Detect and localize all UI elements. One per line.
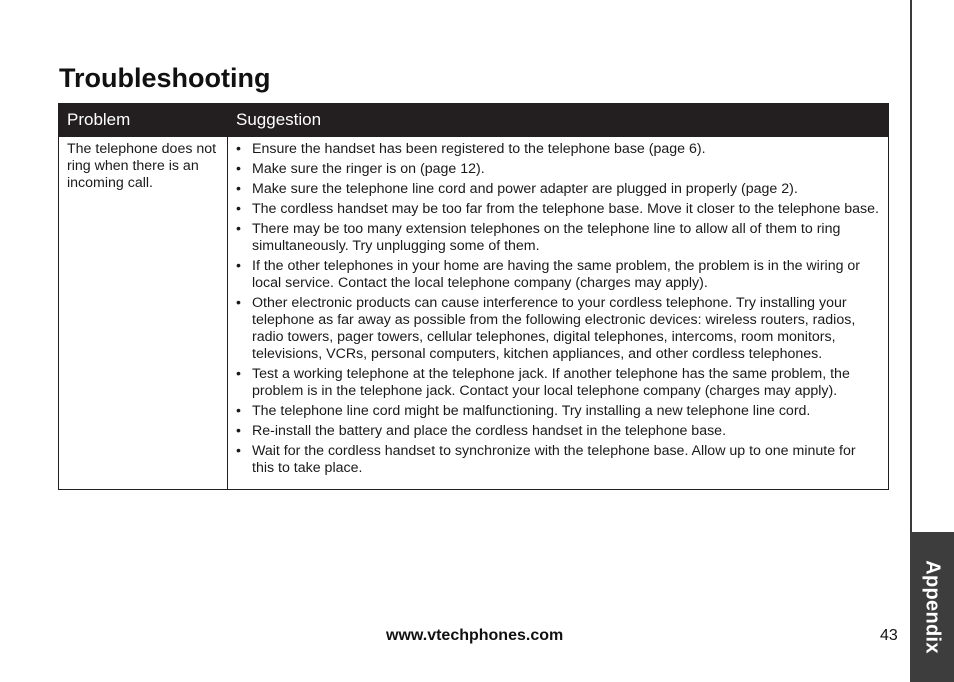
column-header-problem: Problem xyxy=(59,104,228,137)
suggestion-item: • Other electronic products can cause interference to your cordless telephone. Try installing your telephone as far away as possible from the following electronic devices: wireless routers, radios, radio towers, pager towers, cellular telephones, digital telephones, intercoms, room monitors, televisions, VCRs, personal computers, kitchen appliances, and other cordless telephones. xyxy=(236,295,881,363)
suggestion-item: • The cordless handset may be too far from the telephone base. Move it closer to the telephone base. xyxy=(236,201,881,218)
page-title: Troubleshooting xyxy=(59,63,271,93)
suggestion-item: • Make sure the ringer is on (page 12). xyxy=(236,161,881,178)
problem-cell: The telephone does not ring when there is an incoming call. xyxy=(59,137,228,490)
suggestion-item: • If the other telephones in your home are having the same problem, the problem is in the wiring or local service. Contact the local telephone company (charges may apply). xyxy=(236,258,881,292)
troubleshooting-table xyxy=(58,103,889,490)
footer-url: www.vtechphones.com xyxy=(386,627,564,644)
suggestion-item: • Wait for the cordless handset to synchronize with the telephone base. Allow up to one minute for this to take place. xyxy=(236,443,881,477)
table-row xyxy=(59,137,889,490)
section-tab xyxy=(910,532,954,682)
side-divider xyxy=(910,0,912,532)
section-tab-label: Appendix xyxy=(921,560,944,654)
suggestion-item: • Re-install the battery and place the cordless handset in the telephone base. xyxy=(236,423,881,440)
page-number: 43 xyxy=(880,627,898,644)
suggestion-item: • Ensure the handset has been registered to the telephone base (page 6). xyxy=(236,141,881,158)
suggestion-item: • Make sure the telephone line cord and power adapter are plugged in properly (page 2). xyxy=(236,181,881,198)
column-header-suggestion: Suggestion xyxy=(228,104,889,137)
suggestion-item: • There may be too many extension telephones on the telephone line to allow all of them to ring simultaneously. Try unplugging some of them. xyxy=(236,221,881,255)
table-header-row xyxy=(59,104,889,137)
suggestion-list xyxy=(236,141,881,477)
suggestion-item: • Test a working telephone at the telephone jack. If another telephone has the same problem, the problem is in the telephone jack. Contact your local telephone company (charges may apply). xyxy=(236,366,881,400)
suggestion-item: • The telephone line cord might be malfunctioning. Try installing a new telephone line cord. xyxy=(236,403,881,420)
suggestion-cell xyxy=(228,137,889,490)
